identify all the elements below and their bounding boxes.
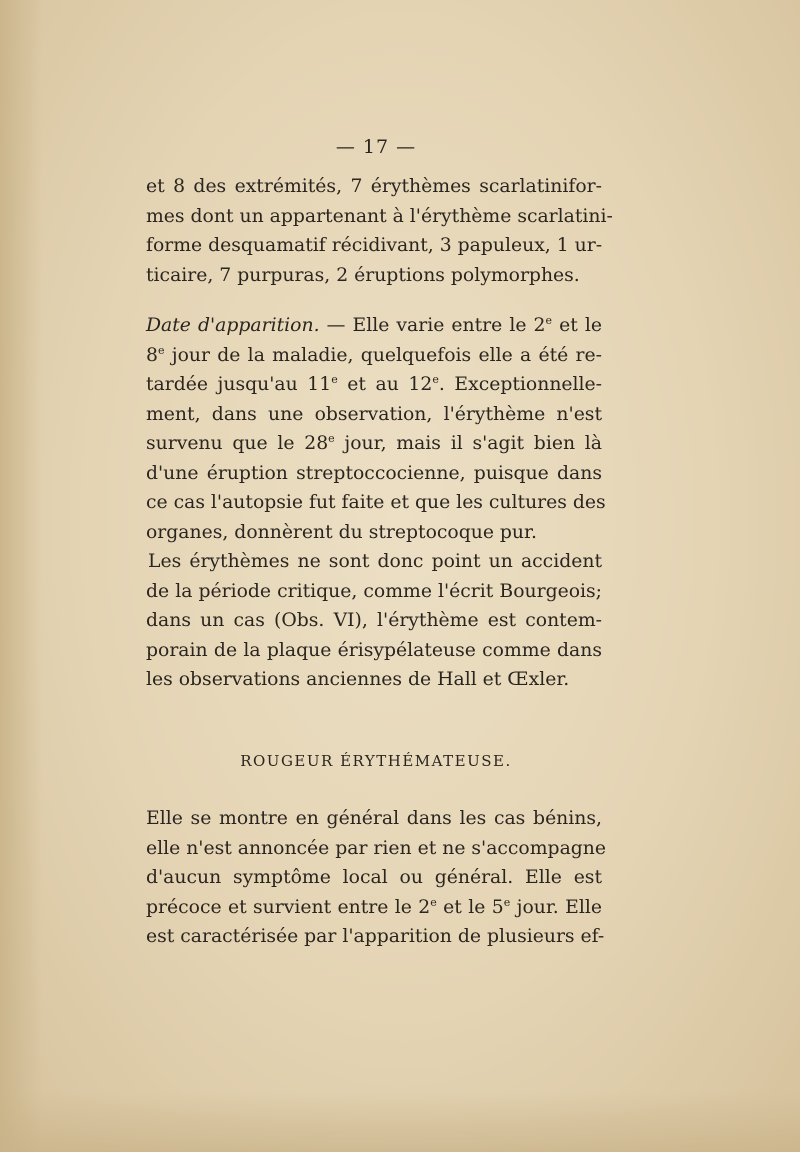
paragraph-1 xyxy=(146,172,613,290)
text-line: elle n'est annoncée par rien et ne s'accompagne xyxy=(146,837,607,859)
paragraph-4 xyxy=(146,804,607,952)
text-line: est caractérisée par l'apparition de plusieurs ef- xyxy=(146,926,605,947)
text-line: Date d'apparition. — Elle varie entre le 2e et le xyxy=(146,314,602,336)
text-line: précoce et survient entre le 2e et le 5e jour. Elle xyxy=(146,895,602,918)
text-line: porain de la plaque érisypélateuse comme dans xyxy=(146,639,602,661)
text-line: tardée jusqu'au 11e et au 12e. Exceptionnelle- xyxy=(146,373,603,395)
paragraph-2 xyxy=(146,311,606,547)
section-run-in-title: Date d'apparition. xyxy=(146,315,320,336)
page-number: — 17 — xyxy=(335,136,417,158)
page-shadow-left xyxy=(0,0,42,1152)
text-line: ce cas l'autopsie fut faite et que les cultures des xyxy=(146,492,606,513)
text-line: 8e jour de la maladie, quelquefois elle a été re- xyxy=(146,343,602,366)
text-line: les observations anciennes de Hall et Œxler. xyxy=(146,669,570,690)
text-line: d'aucun symptôme local ou général. Elle est xyxy=(146,867,602,888)
text-line: dans un cas (Obs. VI), l'érythème est contem- xyxy=(146,610,602,631)
page-shadow-bottom xyxy=(0,1092,800,1152)
text-line: ticaire, 7 purpuras, 2 éruptions polymorphes. xyxy=(146,264,580,286)
text-line: forme desquamatif récidivant, 3 papuleux, 1 ur- xyxy=(146,235,603,256)
text-line: de la période critique, comme l'écrit Bourgeois; xyxy=(146,580,602,602)
text-line: Les érythèmes ne sont donc point un accident xyxy=(148,551,602,572)
text-line: d'une éruption streptoccocienne, puisque dans xyxy=(146,462,602,484)
text-line: et 8 des extrémités, 7 érythèmes scarlatinifor- xyxy=(146,176,602,197)
text-line: mes dont un appartenant à l'érythème scarlatini- xyxy=(146,205,613,227)
section-heading: ROUGEUR ÉRYTHÉMATEUSE. xyxy=(240,752,512,770)
paragraph-3 xyxy=(146,547,602,695)
text-line: survenu que le 28e jour, mais il s'agit bien là xyxy=(146,432,602,454)
text-line: ment, dans une observation, l'érythème n'est xyxy=(146,403,602,425)
text-line: Elle se montre en général dans les cas bénins, xyxy=(146,808,602,829)
text-line: organes, donnèrent du streptocoque pur. xyxy=(146,521,537,543)
